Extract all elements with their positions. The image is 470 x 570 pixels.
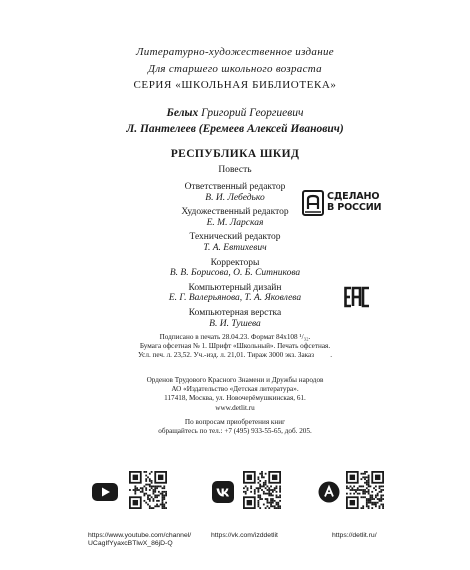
- vk-qr-code[interactable]: [243, 471, 281, 509]
- print-line: Усл. печ. л. 23,52. Уч.-изд. л. 21,01. Тираж 3000 экз. Заказ .: [137, 351, 333, 360]
- print-line: Подписано в печать 28.04.23. Формат 84x108 ¹/₃₂.: [159, 333, 311, 341]
- youtube-url[interactable]: https://www.youtube.com/channel/ UCagIfYyaxcBTlwX_86jD-Q: [88, 532, 192, 548]
- badge-line-2: В РОССИИ: [327, 201, 382, 213]
- series-name: СЕРИЯ «ШКОЛЬНАЯ БИБЛИОТЕКА»: [133, 79, 337, 91]
- vk-icon[interactable]: [212, 481, 234, 503]
- publisher-line: 117418, Москва, ул. Новочерёмушкинская, 61.: [164, 394, 306, 403]
- youtube-icon[interactable]: [92, 483, 118, 501]
- contact-line: обращайтесь по тел.: +7 (495) 933-55-65, доб. 205.: [158, 427, 312, 436]
- contact-line: По вопросам приобретения книг: [184, 418, 286, 426]
- author-surname: Белых: [166, 107, 199, 119]
- author-line-2: [0, 123, 470, 135]
- credit-item: [130, 258, 340, 279]
- print-line: Бумага офсетная № 1. Шрифт «Школьный». Печать офсетная.: [139, 342, 331, 351]
- credit-item: [130, 232, 340, 253]
- author-real-name: Еремеев Алексей Иванович: [202, 123, 340, 135]
- book-title: РЕСПУБЛИКА ШКИД: [170, 148, 300, 160]
- author-real-name-open: (: [198, 123, 203, 135]
- credit-role: Художественный редактор: [181, 207, 289, 218]
- author-line-1: [0, 107, 470, 119]
- made-in-russia-icon: [302, 190, 324, 216]
- book-genre: Повесть: [218, 165, 252, 175]
- publisher-line: АО «Издательство «Детская литература».: [171, 385, 299, 394]
- publisher-details: [0, 376, 470, 413]
- print-details: [0, 333, 470, 361]
- credit-item: [130, 308, 340, 329]
- credit-name: В. В. Борисова, О. Б. Ситникова: [169, 268, 301, 279]
- edition-type: Литературно-художественное издание: [136, 46, 334, 58]
- author-real-name-close: ): [339, 123, 344, 135]
- publisher-line: Орденов Трудового Красного Знамени и Дружбы народов: [146, 376, 324, 384]
- vk-url[interactable]: https://vk.com/izddetlit: [211, 532, 278, 539]
- audience-note: Для старшего школьного возраста: [148, 63, 322, 75]
- credit-name: Е. Г. Валерьянова, Т. А. Яковлева: [168, 293, 302, 304]
- credit-role: Компьютерный дизайн: [188, 282, 282, 293]
- credit-item: [130, 283, 340, 304]
- made-in-russia-badge: [302, 190, 382, 216]
- detlit-logo-icon[interactable]: [318, 481, 340, 503]
- credit-name: В. И. Лебедько: [205, 192, 265, 203]
- contact-details: [0, 418, 470, 436]
- credit-name: В. И. Тушева: [209, 318, 261, 329]
- eac-mark-icon: [344, 286, 370, 308]
- credit-role: Корректоры: [210, 257, 260, 268]
- credit-name: Е. М. Ларская: [206, 217, 264, 228]
- youtube-qr-code[interactable]: [129, 471, 167, 509]
- credit-role: Ответственный редактор: [184, 182, 286, 192]
- credit-name: Т. А. Евтихевич: [203, 242, 267, 253]
- credit-role: Технический редактор: [189, 232, 281, 243]
- badge-text: [327, 192, 381, 214]
- detlit-url[interactable]: https://detlit.ru/: [332, 532, 377, 539]
- credit-role: Компьютерная верстка: [188, 307, 282, 318]
- detlit-qr-code[interactable]: [346, 471, 384, 509]
- author-given-name: Григорий Георгиевич: [201, 107, 304, 119]
- publisher-website[interactable]: www.detlit.ru: [215, 403, 255, 412]
- author-pseudonym: Л. Пантелеев: [126, 123, 196, 135]
- badge-line-1: СДЕЛАНО: [327, 191, 380, 202]
